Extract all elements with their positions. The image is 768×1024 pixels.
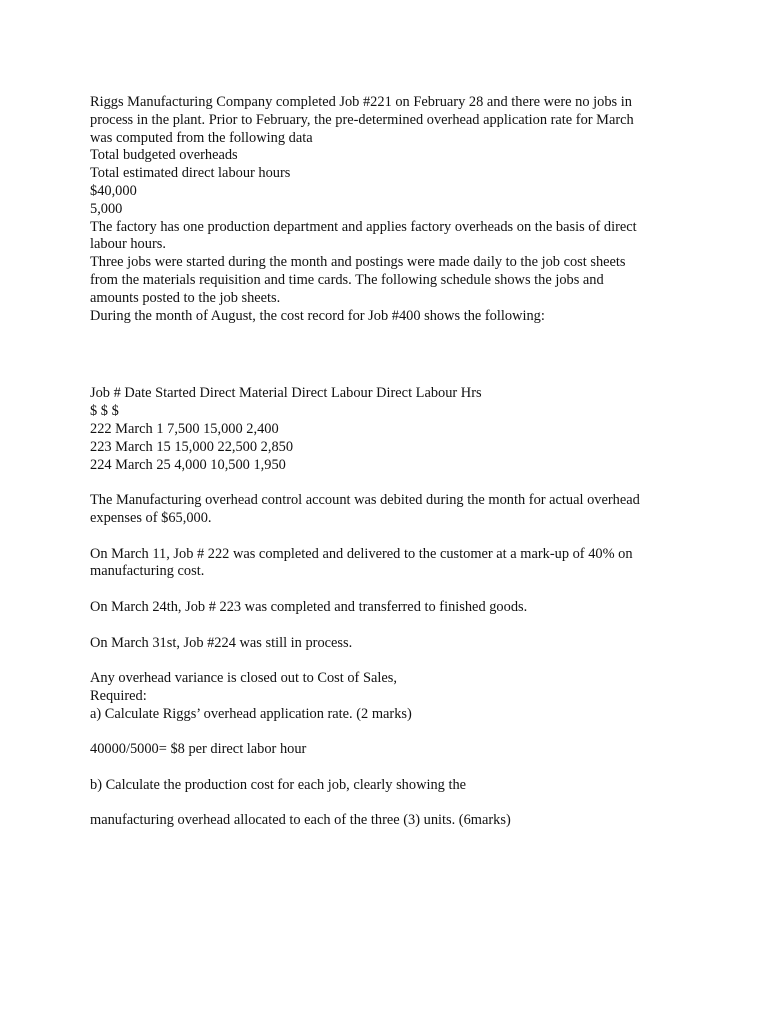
job-222-line: manufacturing cost. [90,563,205,580]
context-line: The factory has one production department and applies factory overheads on the basis of direct [90,218,637,235]
intro-line: Riggs Manufacturing Company completed Job #221 on February 28 and there were no jobs in [90,94,632,110]
job-224-paragraph: On March 31st, Job #224 was still in process. [90,634,353,651]
jobs-table-units: $ $ $ [90,403,119,420]
jobs-schedule [90,385,690,474]
question-b-line: b) Calculate the production cost for each job, clearly showing the [90,776,467,793]
document-page [90,94,690,830]
jobs-table-row: 223 March 15 15,000 22,500 2,850 [90,438,294,455]
intro-line: was computed from the following data [90,129,313,146]
intro-line: process in the plant. Prior to February, the pre-determined overhead application rate for March [90,111,634,128]
jobs-table-header: Job # Date Started Direct Material Direct Labour Direct Labour Hrs [90,385,482,402]
jobs-table-row: 222 March 1 7,500 15,000 2,400 [90,420,279,437]
requirements [90,670,690,723]
estimated-hours-label: Total estimated direct labour hours [90,165,291,182]
estimated-hours-value: 5,000 [90,200,123,217]
job-223-paragraph: On March 24th, Job # 223 was completed and transferred to finished goods. [90,598,528,615]
overhead-control-line: The Manufacturing overhead control account was debited during the month for actual overhead [90,492,640,509]
context-line: amounts posted to the job sheets. [90,289,281,306]
context-line: from the materials requisition and time cards. The following schedule shows the jobs and [90,271,604,288]
overhead-control-paragraph [90,492,690,528]
blank-space [90,325,690,385]
jobs-table-row: 224 March 25 4,000 10,500 1,950 [90,456,286,473]
job-222-paragraph [90,546,690,582]
context-paragraph [90,219,690,326]
question-b-line: manufacturing overhead allocated to each of the three (3) units. (6marks) [90,812,511,829]
job-222-line: On March 11, Job # 222 was completed and delivered to the customer at a mark-up of 40% on [90,545,633,562]
overhead-control-line: expenses of $65,000. [90,509,212,526]
intro-paragraph [90,94,690,147]
budgeted-overheads-label: Total budgeted overheads [90,147,238,164]
context-line: Three jobs were started during the month and postings were made daily to the job cost sheets [90,254,626,271]
variance-note: Any overhead variance is closed out to Cost of Sales, [90,670,397,687]
required-label: Required: [90,687,147,704]
budgeted-overheads-value: $40,000 [90,182,137,199]
context-line: labour hours. [90,236,166,253]
context-line: During the month of August, the cost record for Job #400 shows the following: [90,307,545,324]
answer-a: 40000/5000= $8 per direct labor hour [90,741,307,758]
budget-data [90,147,690,218]
question-a: a) Calculate Riggs’ overhead application rate. (2 marks) [90,705,412,722]
